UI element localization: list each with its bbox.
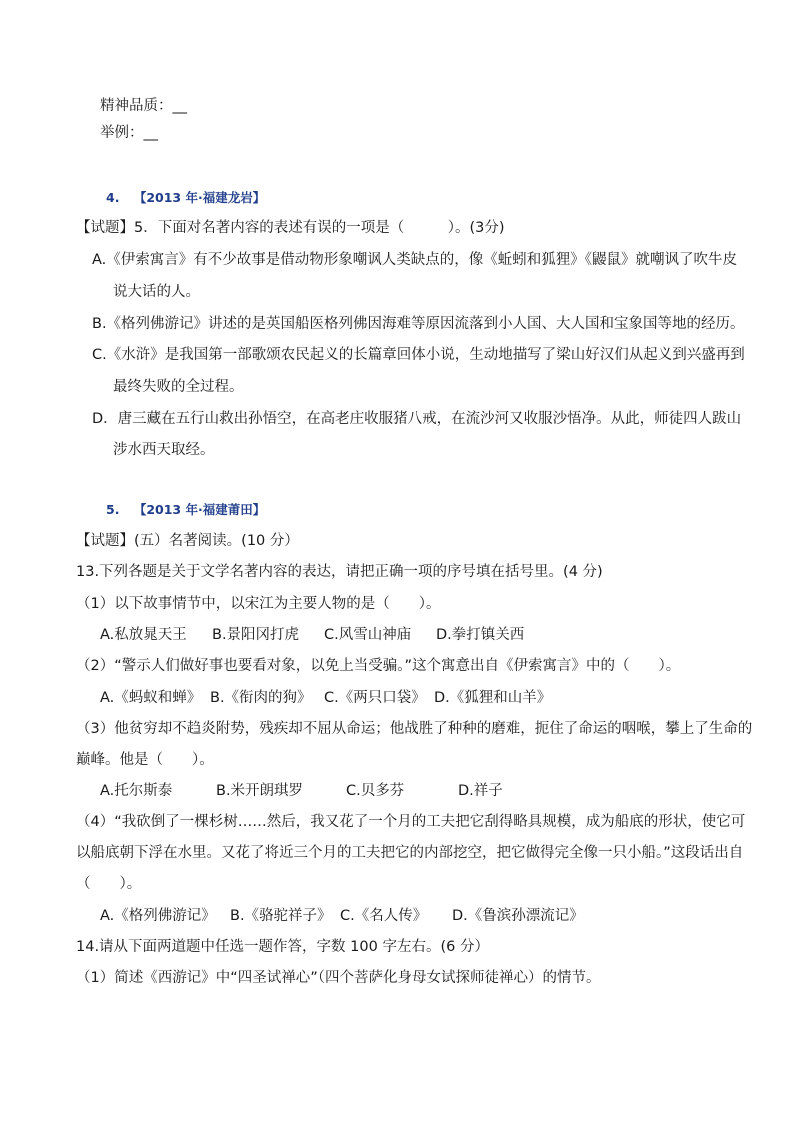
q13-sub1-options <box>100 625 524 645</box>
q13-stem: 13.下列各题是关于文学名著内容的表达，请把正确一项的序号填在括号里。(4 分) <box>76 564 603 580</box>
q4-option-b: B.《格列佛游记》讲述的是英国船医格列佛因海难等原因流落到小人国、大人国和宝象国等地的经历。 <box>92 316 745 332</box>
option: A.《格列佛游记》 <box>100 908 216 924</box>
option: A.《蚂蚁和蝉》 <box>100 690 202 706</box>
q13-sub4-cont2: （ ）。 <box>76 876 142 892</box>
q13-sub4: （4）“我砍倒了一棵杉树……然后，我又花了一个月的工夫把它刮得略具规模，成为船底的形状，使它可 <box>76 814 746 830</box>
example-line: 举例：__ <box>100 125 158 141</box>
question-number: 5. <box>106 502 120 517</box>
q4-option-c-cont: 最终失败的全过程。 <box>113 379 244 395</box>
q14-sub1: （1）简述《西游记》中“四圣试禅心”（四个菩萨化身母女试探师徒禅心）的情节。 <box>76 970 601 986</box>
question-5-header <box>106 500 265 520</box>
option: D.拳打镇关西 <box>436 627 525 643</box>
q4-option-a: A.《伊索寓言》有不少故事是借动物形象嘲讽人类缺点的，像《蚯蚓和狐狸》《鼹鼠》就嘲讽了吹牛皮 <box>92 252 738 268</box>
option: A.托尔斯泰 <box>100 783 173 799</box>
spirit-quality-line: 精神品质：__ <box>100 98 187 114</box>
q4-option-d: D．唐三藏在五行山救出孙悟空，在高老庄收服猪八戒，在流沙河又收服沙悟净。从此，师徒四人跋山 <box>92 411 742 427</box>
question-number: 4. <box>106 190 120 205</box>
question-source: 【2013 年·福建莆田】 <box>133 502 266 517</box>
option: D.祥子 <box>458 783 503 799</box>
option: D.《狐狸和山羊》 <box>434 690 552 706</box>
question-4-header <box>106 188 265 208</box>
q13-sub4-options <box>100 906 584 926</box>
option: B.《骆驼祥子》 <box>230 908 332 924</box>
q4-stem: 【试题】5．下面对名著内容的表述有误的一项是（ ）。(3分) <box>76 220 505 236</box>
option: B.景阳冈打虎 <box>212 627 300 643</box>
q13-sub1: （1）以下故事情节中，以宋江为主要人物的是（ ）。 <box>76 596 441 612</box>
q4-option-d-cont: 涉水西天取经。 <box>113 442 215 458</box>
option: A.私放晁天王 <box>100 627 187 643</box>
question-source: 【2013 年·福建龙岩】 <box>133 190 266 205</box>
q5-stem: 【试题】(五）名著阅读。(10 分） <box>76 533 299 549</box>
q14-stem: 14.请从下面两道题中任选一题作答，字数 100 字左右。(6 分） <box>76 939 489 955</box>
option: B.《衔肉的狗》 <box>210 690 312 706</box>
option: C.风雪山神庙 <box>324 627 412 643</box>
option: C.贝多芬 <box>346 783 405 799</box>
option: C.《名人传》 <box>340 908 428 924</box>
q13-sub4-cont: 以船底朝下浮在水里。又花了将近三个月的工夫把它的内部挖空，把它做得完全像一只小船。”这段话出自 <box>76 845 744 861</box>
option: B.米开朗琪罗 <box>216 783 304 799</box>
q4-option-c: C.《水浒》是我国第一部歌颂农民起义的长篇章回体小说，生动地描写了梁山好汉们从起义到兴盛再到 <box>92 347 745 363</box>
q13-sub3: （3）他贫穷却不趋炎附势，残疾却不屈从命运；他战胜了种种的磨难，扼住了命运的咽喉，攀上了生命的 <box>76 721 753 737</box>
option: D.《鲁滨孙漂流记》 <box>452 908 584 924</box>
q4-option-a-cont: 说大话的人。 <box>113 284 200 300</box>
q13-sub3-cont: 巅峰。他是（ ）。 <box>76 752 214 768</box>
q13-sub2: （2）“警示人们做好事也要看对象，以免上当受骗。”这个寓意出自《伊索寓言》中的（ ）。 <box>76 658 681 674</box>
option: C.《两只口袋》 <box>324 690 426 706</box>
q13-sub2-options <box>100 688 551 708</box>
q13-sub3-options <box>100 781 503 801</box>
